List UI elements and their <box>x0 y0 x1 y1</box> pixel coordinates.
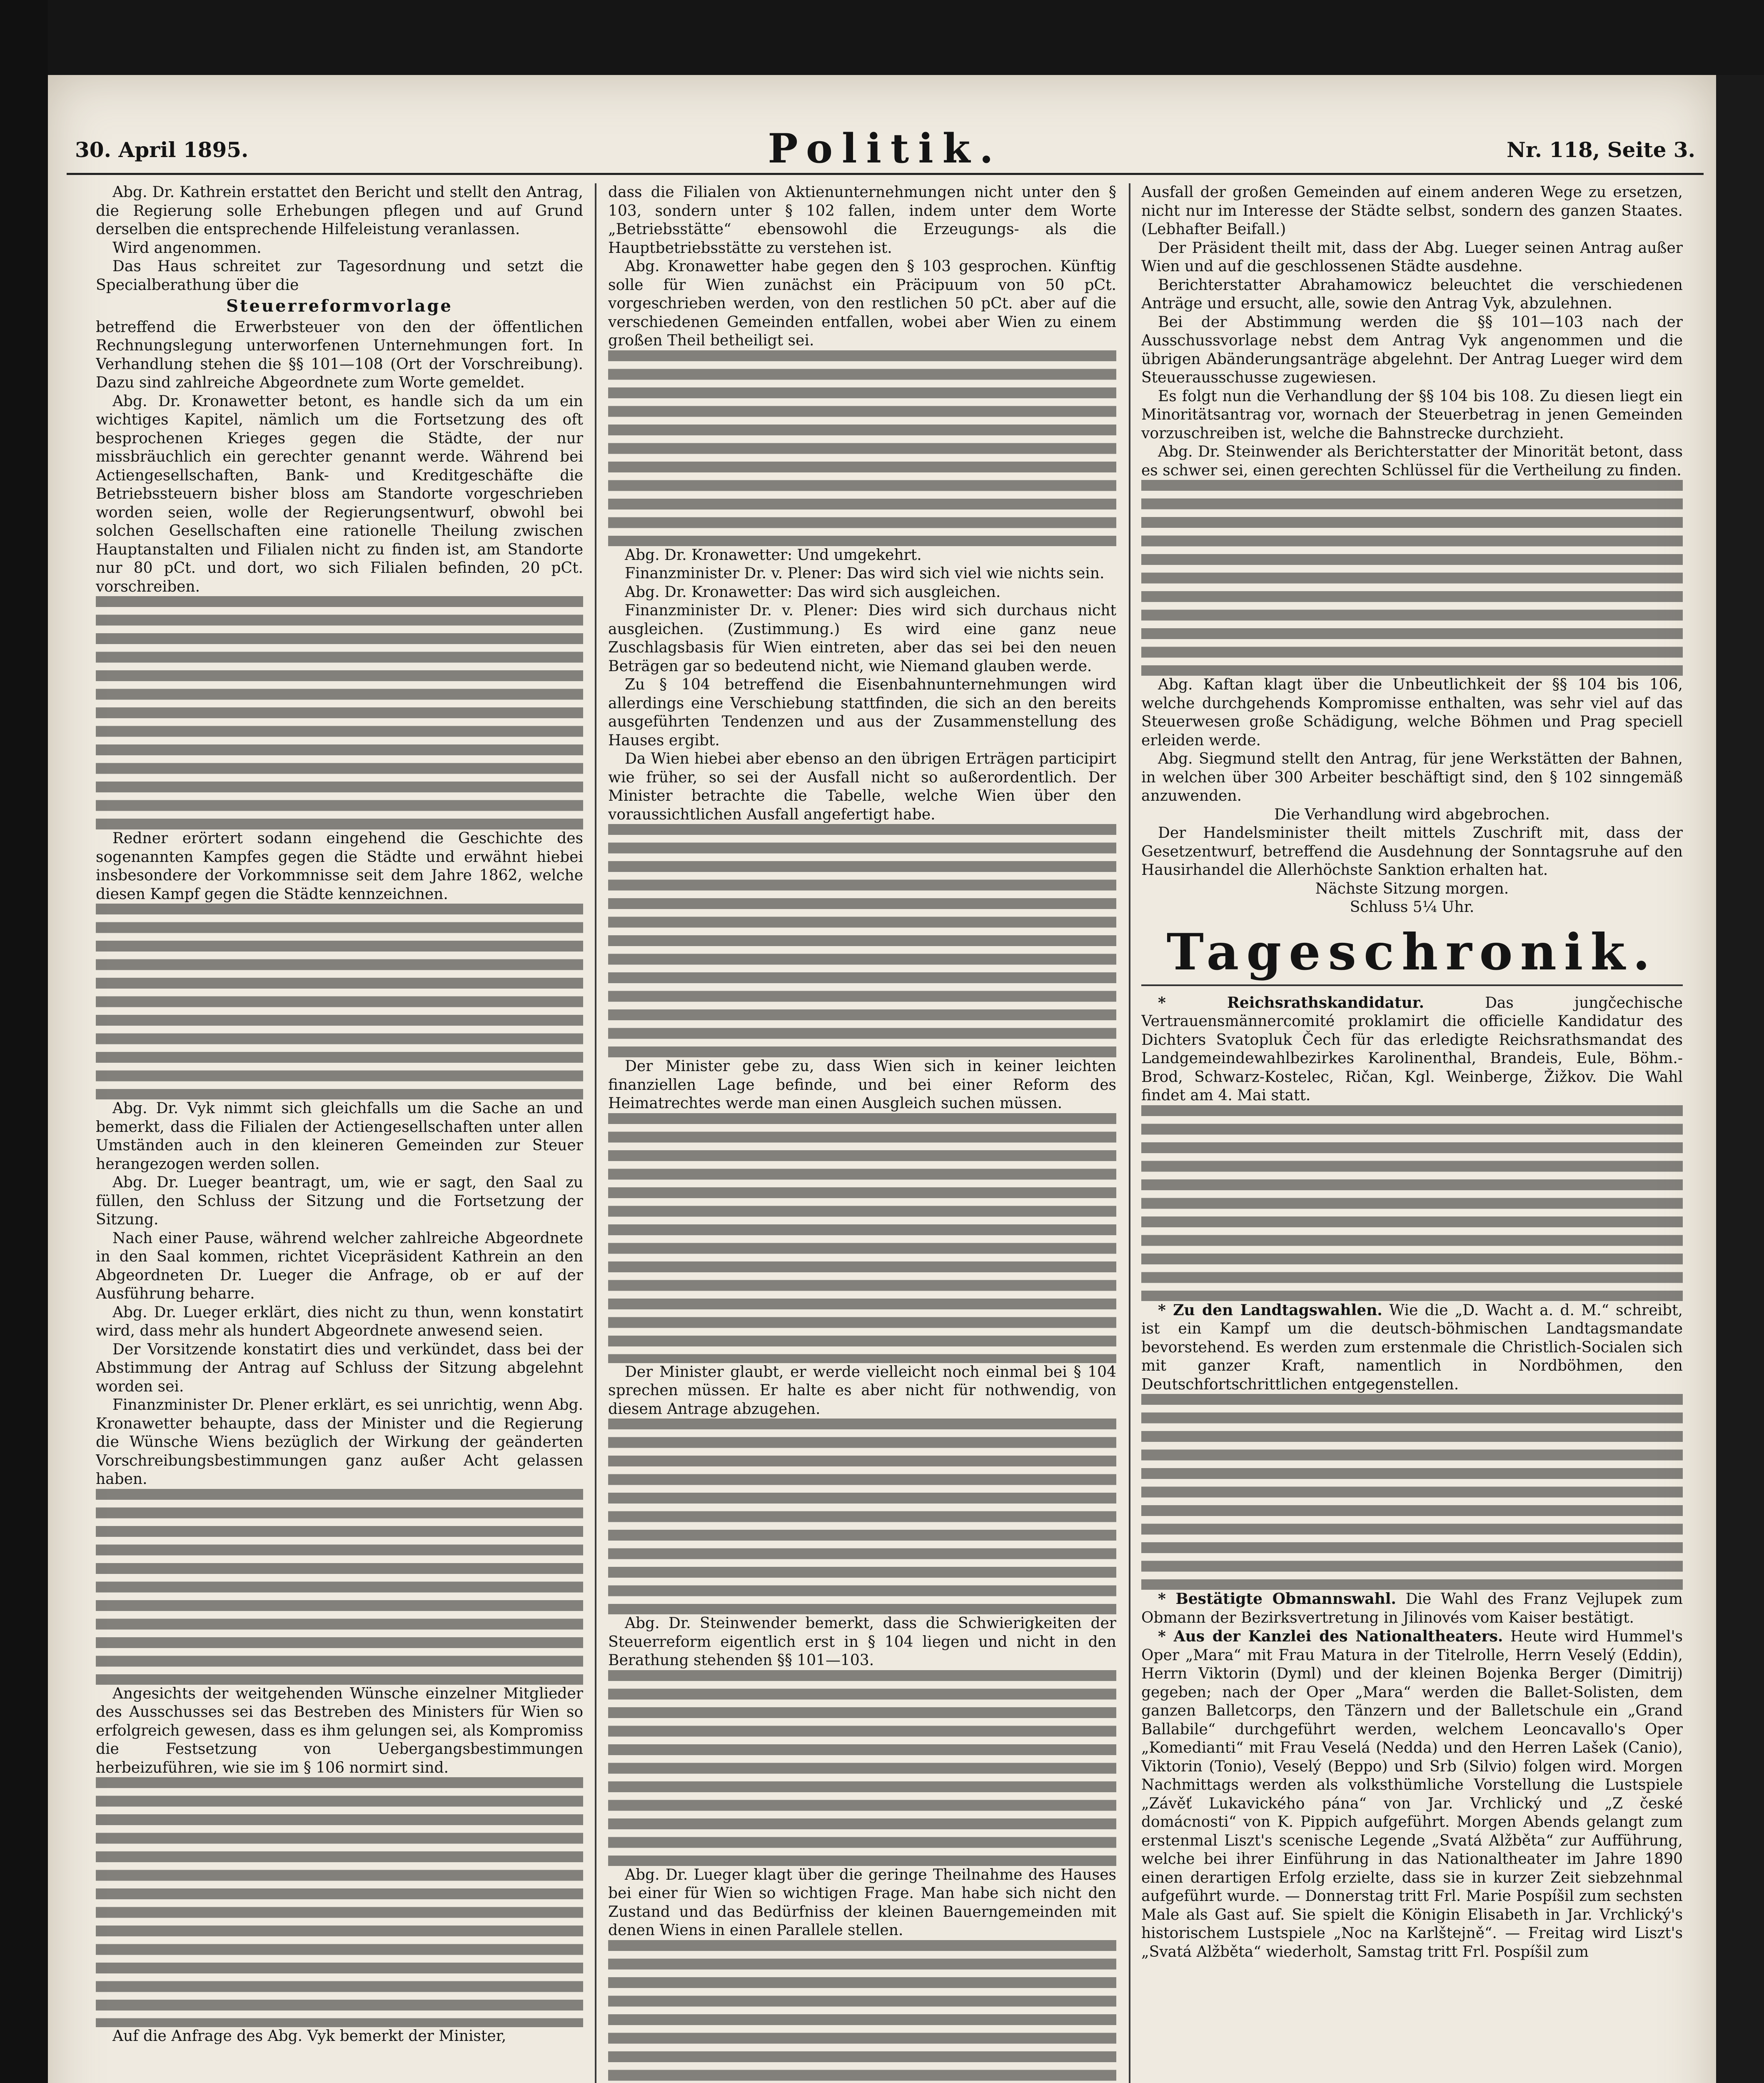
text-block <box>608 1113 1116 1363</box>
section-heading-tageschronik: Tageschronik. <box>1141 925 1683 986</box>
paragraph: Angesichts der weitgehenden Wünsche einzelner Mitglieder des Ausschusses sei das Bestreben des Ministers für Wien so erfolgreich gewesen, dass es ihm gelungen sei, als Kompromiss die Festsetzung von Uebergangsbestimmungen herbeizuführen, wie sie im § 106 normirt sind. <box>96 1685 583 1776</box>
news-item-text: Die Wahl des Franz Vejlupek zum Obmann der Bezirksvertretung in Jilinovés vom Kaiser bestätigt. <box>1141 1591 1683 1626</box>
subheading-steuerreform: Steuerreformvorlage <box>226 296 453 316</box>
text-block <box>1141 1105 1683 1301</box>
paragraph: Ausfall der großen Gemeinden auf einem anderen Wege zu ersetzen, nicht nur im Interesse der Städte selbst, sondern des ganzen Staates. (Lebhafter Beifall.) <box>1141 184 1683 238</box>
section-title: Politik. <box>768 125 1003 172</box>
paragraph: Schluss 5¼ Uhr. <box>1350 899 1475 916</box>
text-block <box>96 596 583 829</box>
paragraph: dass die Filialen von Aktienunternehmungen nicht unter den § 103, sondern unter § 102 fallen, indem unter dem Worte „Betriebsstätte“ ebensowohl die Erzeugungs- als die Hauptbetriebsstätte zu verstehen ist. <box>608 184 1116 257</box>
news-item-text: Das jungčechische Vertrauensmännercomité proklamirt die officielle Kandidatur des Dichters Svatopluk Čech für das erledigte Reichsrathsmandat des Landgemeindewahlbezirkes Karolinenthal, Brandeis, Eule, Böhm.-Brod, Schwarz-Kostelec, Ričan, Kgl. Weinberge, Žižkov. Die Wahl findet am 4. Mai statt. <box>1141 994 1683 1104</box>
text-block <box>608 1419 1116 1614</box>
paragraph: Der Minister glaubt, er werde vielleicht noch einmal bei § 104 sprechen müssen. Er halte es aber nicht für nothwendig, von diesem Antrage abzugehen. <box>608 1363 1116 1418</box>
paragraph: Abg. Dr. Steinwender bemerkt, dass die Schwierigkeiten der Steuerreform eigentlich erst in § 104 liegen und nicht in den Berathung stehenden §§ 101—103. <box>608 1615 1116 1669</box>
paragraph: Die Verhandlung wird abgebrochen. <box>1274 806 1550 823</box>
paragraph: Abg. Dr. Kronawetter: Das wird sich ausgleichen. <box>625 583 1001 601</box>
text-block <box>608 1940 1116 2083</box>
paragraph: betreffend die Erwerbsteuer von den der öffentlichen Rechnungslegung unterworfenen Unternehmungen fort. In Verhandlung stehen die §§ 101—108 (Ort der Vorschreibung). Dazu sind zahlreiche Abgeordnete zum Worte gemeldet. <box>96 318 583 391</box>
column-rule <box>595 183 596 2083</box>
paragraph: Der Präsident theilt mit, dass der Abg. Lueger seinen Antrag außer Wien und auf die geschlossenen Städte ausdehne. <box>1141 239 1683 275</box>
paragraph: Abg. Dr. Kronawetter: Und umgekehrt. <box>625 546 922 564</box>
text-block <box>608 1670 1116 1866</box>
paragraph: Finanzminister Dr. v. Plener: Das wird sich viel wie nichts sein. <box>625 565 1105 582</box>
paragraph: Abg. Dr. Lueger klagt über die geringe Theilnahme des Hauses bei einer für Wien so wichtigen Frage. Man habe sich nicht den Zustand und das Bedürfniss der kleinen Bauerngemeinden mit denen Wiens in einen Parallele stellen. <box>608 1866 1116 1939</box>
news-item-text: Heute wird Hummel's Oper „Mara“ mit Frau Matura in der Titelrolle, Herrn Veselý (Eddin), Herrn Viktorin (Dyml) und der kleinen Bojenka Berger (Dimitrij) gegeben; nach der Oper „Mara“ werden die Ballet-Solisten, dem ganzen Balletcorps, den Tänzern und der Balletschule ein „Grand Ballabile“ durchgeführt werden, welchem Leoncavallo's Oper „Komedianti“ mit Frau Veselá (Nedda) und den Herren Lašek (Canio), Viktorin (Tonio), Veselý (Beppo) und Srb (Silvio) folgen wird. Morgen Nachmittags werden als volksthümliche Vorstellung die Lustspiele „Závěť Lukavického pána“ von Jar. Vrchlický und „Z české domácnosti“ von K. Pippich aufgeführt. Morgen Abends gelangt zum erstenmal Liszt's scenische Legende „Svatá Alžběta“ zur Aufführung, welche bei ihrer Einführung in das Nationaltheater im Jahre 1890 einen derartigen Erfolg erzielte, dass sie in kurzer Zeit siebzehnmal aufgeführt wurde. — Donnerstag tritt Frl. Marie Pospíšil zum sechsten Male als Gast auf. Sie spielt die Königin Elisabeth in Jar. Vrchlický's historischem Lustspiele „Noc na Karlštejně“. — Freitag wird Liszt's „Svatá Alžběta“ wiederholt, Samstag tritt Frl. Pospíšil zum <box>1141 1628 1683 1961</box>
paragraph: Abg. Kronawetter habe gegen den § 103 gesprochen. Künftig solle für Wien zunächst ein Präcipuum von 50 pCt. vorgeschrieben werden, von den restlichen 50 pCt. aber auf die verschiedenen Gemeinden entfallen, wobei aber Wien zu einem großen Theil betheiligt sei. <box>608 258 1116 349</box>
paragraph: Abg. Dr. Vyk nimmt sich gleichfalls um die Sache an und bemerkt, dass die Filialen der Actiengesellschaften unter allen Umständen auch in den kleineren Gemeinden zur Steuer herangezogen werden sollen. <box>96 1100 583 1173</box>
paragraph: Abg. Kaftan klagt über die Unbeutlichkeit der §§ 104 bis 106, welche durchgehends Kompromisse enthalten, was sehr viel auf das Steuerwesen große Schädigung, welche Böhmen und Prag speciell erleiden werde. <box>1141 676 1683 749</box>
news-item-title: * Bestätigte Obmannswahl. <box>1158 1590 1396 1608</box>
column-3 <box>1141 183 1683 2083</box>
news-item-title: * Aus der Kanzlei des Nationaltheaters. <box>1158 1628 1503 1645</box>
paragraph: Abg. Dr. Kathrein erstattet den Bericht und stellt den Antrag, die Regierung solle Erhebungen pflegen und auf Grund derselben die entsprechende Hilfeleistung veranlassen. <box>96 184 583 238</box>
column-2 <box>608 183 1116 2083</box>
paragraph: Nächste Sitzung morgen. <box>1315 880 1509 897</box>
paragraph: Berichterstatter Abrahamowicz beleuchtet die verschiedenen Anträge und ersucht, alle, sowie den Antrag Vyk, abzulehnen. <box>1141 276 1683 312</box>
column-rule <box>1129 183 1130 2083</box>
paragraph: Auf die Anfrage des Abg. Vyk bemerkt der Minister, <box>112 2028 506 2045</box>
text-block <box>1141 1394 1683 1590</box>
text-block <box>96 1777 583 2027</box>
paragraph: Zu § 104 betreffend die Eisenbahnunternehmungen wird allerdings eine Verschiebung stattfinden, die sich an den bereits ausgeführten Tendenzen und aus der Zusammenstellung des Hauses ergibt. <box>608 676 1116 749</box>
text-block <box>96 904 583 1099</box>
paragraph: Redner erörtert sodann eingehend die Geschichte des sogenannten Kampfes gegen die Städte und erwähnt hiebei insbesondere der Vorkommnisse seit dem Jahre 1862, welche diesen Kampf gegen die Städte kennzeichnen. <box>96 830 583 903</box>
news-item-title: * Reichsrathskandidatur. <box>1158 994 1424 1012</box>
text-block <box>608 350 1116 546</box>
scan-border-top <box>0 0 1764 75</box>
header-rule <box>67 173 1704 175</box>
paragraph: Bei der Abstimmung werden die §§ 101—103 nach der Ausschussvorlage nebst dem Antrag Vyk angenommen und die übrigen Abänderungsanträge abgelehnt. Der Antrag Lueger wird dem Steuerausschusse zugewiesen. <box>1141 313 1683 386</box>
paragraph: Finanzminister Dr. v. Plener: Dies wird sich durchaus nicht ausgleichen. (Zustimmung.) Es wird eine ganz neue Zuschlagsbasis für Wien eintreten, aber das sei bei den neuen Beträgen gar so bedeutend nicht, wie Niemand glauben werde. <box>608 602 1116 675</box>
paragraph: Wird angenommen. <box>112 239 262 257</box>
column-1 <box>96 183 583 2083</box>
text-block <box>1141 480 1683 676</box>
page-number: Nr. 118, Seite 3. <box>1507 137 1695 162</box>
paragraph: Abg. Dr. Lueger beantragt, um, wie er sagt, den Saal zu füllen, den Schluss der Sitzung und die Fortsetzung der Sitzung. <box>96 1174 583 1228</box>
paragraph: Finanzminister Dr. Plener erklärt, es sei unrichtig, wenn Abg. Kronawetter behaupte, dass der Minister und die Regierung die Wünsche Wiens bezüglich der Wirkung der geänderten Vorschreibungsbestimmungen ganz außer Acht gelassen haben. <box>96 1396 583 1488</box>
paragraph: Abg. Dr. Lueger erklärt, dies nicht zu thun, wenn konstatirt wird, dass mehr als hundert Abgeordnete anwesend seien. <box>96 1304 583 1339</box>
paragraph: Abg. Dr. Kronawetter betont, es handle sich da um ein wichtiges Kapitel, nämlich um die Fortsetzung des oft besprochenen Krieges gegen die Städte, der nur missbräuchlich ein gerechter genannt werde. Während bei Actiengesellschaften, Bank- und Kreditgeschäfte die Betriebssteuern bisher bloss am Standorte vorgeschrieben worden seien, wolle der Regierungsentwurf, obwohl bei solchen Gesellschaften eine rationelle Theilung zwischen Hauptanstalten und Filialen nicht zu finden ist, am Standorte nur 80 pCt. und dort, wo sich Filialen befinden, 20 pCt. vorschreiben. <box>96 392 583 595</box>
paragraph: Das Haus schreitet zur Tagesordnung und setzt die Specialberathung über die <box>96 258 583 294</box>
text-block <box>96 1489 583 1685</box>
scan-border-left <box>0 0 48 2083</box>
issue-date: 30. April 1895. <box>75 137 249 162</box>
news-item-text: Wie die „D. Wacht a. d. M.“ schreibt, ist ein Kampf um die deutsch-böhmischen Landtagsmandate bevorstehend. Es werden zum erstenmale die Christlich-Socialen sich mit ganzer Kraft, namentlich in Nordböhmen, den Deutschfortschrittlichen entgegenstellen. <box>1141 1301 1683 1393</box>
text-block <box>608 824 1116 1057</box>
paragraph: Abg. Siegmund stellt den Antrag, für jene Werkstätten der Bahnen, in welchen über 300 Arbeiter beschäftigt sind, den § 102 sinngemäß anzuwenden. <box>1141 750 1683 804</box>
paragraph: Da Wien hiebei aber ebenso an den übrigen Erträgen participirt wie früher, so sei der Ausfall nicht so außerordentlich. Der Minister betrachte die Tabelle, welche Wien über den voraussichtlichen Ausfall angefertigt habe. <box>608 750 1116 823</box>
paragraph: Abg. Dr. Steinwender als Berichterstatter der Minorität betont, dass es schwer sei, einen gerechten Schlüssel für die Vertheilung zu finden. <box>1141 443 1683 479</box>
page-header <box>67 125 1704 171</box>
paragraph: Der Vorsitzende konstatirt dies und verkündet, dass bei der Abstimmung der Antrag auf Schluss der Sitzung abgelehnt worden sei. <box>96 1341 583 1395</box>
paragraph: Es folgt nun die Verhandlung der §§ 104 bis 108. Zu diesen liegt ein Minoritätsantrag vor, wornach der Steuerbetrag in jenen Gemeinden vorzuschreiben ist, welche die Bahnstrecke durchzieht. <box>1141 387 1683 442</box>
news-item-title: * Zu den Landtagswahlen. <box>1158 1301 1382 1319</box>
paragraph: Der Handelsminister theilt mittels Zuschrift mit, dass der Gesetzentwurf, betreffend die Ausdehnung der Sonntagsruhe auf den Hausirhandel die Allerhöchste Sanktion erhalten hat. <box>1141 824 1683 879</box>
paragraph: Nach einer Pause, während welcher zahlreiche Abgeordnete in den Saal kommen, richtet Vicepräsident Kathrein an den Abgeordneten Dr. Lueger die Anfrage, ob er auf der Ausführung beharre. <box>96 1229 583 1302</box>
paragraph: Der Minister gebe zu, dass Wien sich in keiner leichten finanziellen Lage befinde, und bei einer Reform des Heimatrechtes werde man einen Ausgleich suchen müssen. <box>608 1058 1116 1112</box>
